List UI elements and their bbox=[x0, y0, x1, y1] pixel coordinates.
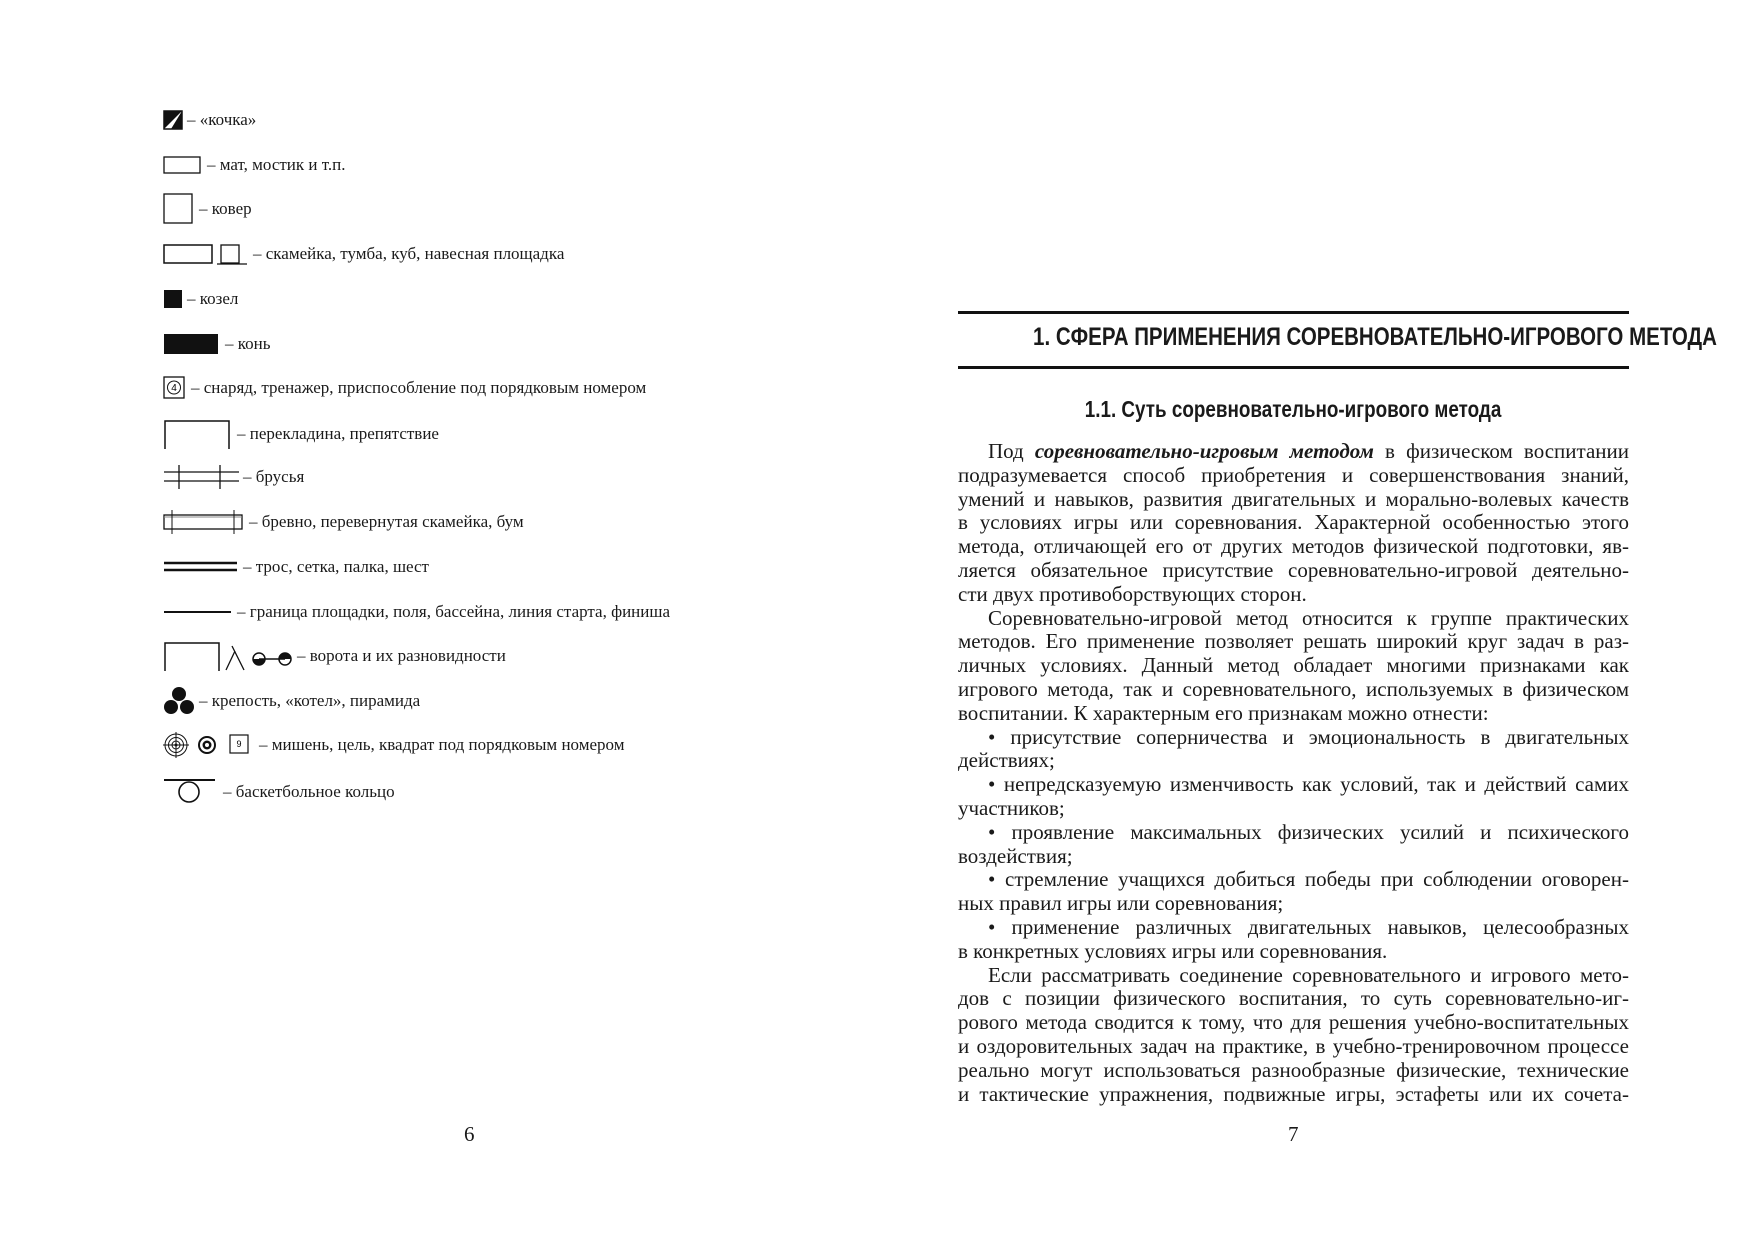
numbered-apparatus-icon bbox=[163, 376, 187, 400]
goal-icon bbox=[163, 641, 293, 671]
legend-item bbox=[163, 685, 420, 717]
legend-item bbox=[163, 373, 646, 403]
section-title bbox=[958, 396, 1629, 423]
legend-text: – граница площадки, поля, бассейна, линия старта, финиша bbox=[237, 602, 671, 621]
legend-text: – снаряд, тренажер, приспособление под порядковым номером bbox=[191, 378, 647, 397]
beam-icon bbox=[163, 509, 245, 535]
boundary-line-icon bbox=[163, 607, 233, 617]
text-line bbox=[958, 440, 1629, 464]
fortress-icon bbox=[163, 686, 195, 716]
legend-item bbox=[163, 507, 524, 537]
legend-item bbox=[163, 462, 304, 492]
body-text bbox=[958, 440, 1629, 1106]
legend-item bbox=[163, 284, 238, 314]
text-line: ляется обязательное присутствие соревновательно-игровой деятельно- bbox=[958, 558, 1629, 582]
text-line: • проявление максимальных физических усилий и психического bbox=[988, 820, 1629, 844]
svg-text:9: 9 bbox=[236, 739, 242, 749]
text-line: действиях; bbox=[958, 749, 1055, 773]
page-number-left: 6 bbox=[464, 1122, 475, 1146]
chapter-rule-top bbox=[958, 311, 1629, 314]
legend-item bbox=[163, 640, 506, 672]
legend-item bbox=[163, 239, 564, 269]
legend-text: – крепость, «котел», пирамида bbox=[199, 691, 421, 710]
text-line: дов с позиции физического воспитания, то суть соревновательно-иг- bbox=[958, 987, 1629, 1011]
text-line: участников; bbox=[958, 796, 1065, 820]
emphasis-term: соревновательно-игровым методом bbox=[1034, 440, 1374, 463]
text-line: • присутствие соперничества и эмоциональность в двигательных bbox=[988, 725, 1629, 749]
chapter-title-text: 1. СФЕРА ПРИМЕНЕНИЯ СОРЕВНОВАТЕЛЬНО-ИГРОВОГО МЕТОДА bbox=[1033, 323, 1717, 351]
text-line: и оздоровительных задач на практике, в учебно-тренировочном процессе bbox=[958, 1034, 1629, 1058]
text-line: • непредсказуемую изменчивость как условий, так и действий самих bbox=[988, 773, 1629, 797]
hummock-icon bbox=[163, 110, 183, 130]
buck-icon bbox=[163, 289, 183, 309]
text-line: рового метода сводится к тому, что для решения учебно-воспитательных bbox=[958, 1011, 1629, 1035]
text-line: Если рассматривать соединение соревновательного и игрового мето- bbox=[988, 963, 1629, 987]
chapter-title bbox=[958, 323, 1717, 352]
legend-text: – баскетбольное кольцо bbox=[223, 782, 395, 801]
page-number-right: 7 bbox=[1288, 1122, 1299, 1146]
basketball-hoop-icon bbox=[163, 777, 219, 807]
bench-box-icon bbox=[163, 242, 249, 266]
legend-item bbox=[163, 105, 256, 135]
text-line: в конкретных условиях игры или соревнования. bbox=[958, 939, 1388, 963]
section-title-text: 1.1. Суть соревновательно-игрового метода bbox=[1085, 396, 1502, 422]
text-line: Соревновательно-игровой метод относится к группе практических bbox=[988, 606, 1629, 630]
text-line: реально могут использоваться разнообразные физические, технические bbox=[958, 1058, 1629, 1082]
text-line: • стремление учащихся добиться победы при соблюдении оговорен- bbox=[988, 868, 1629, 892]
legend-item bbox=[163, 150, 346, 180]
parallel-bars-icon bbox=[163, 464, 239, 490]
legend-text: – бревно, перевернутая скамейка, бум bbox=[249, 512, 524, 531]
legend-text: – скамейка, тумба, куб, навесная площадка bbox=[253, 244, 565, 263]
text-line: воздействия; bbox=[958, 844, 1073, 868]
text-line: • применение различных двигательных навыков, целесообразных bbox=[988, 915, 1629, 939]
legend-item bbox=[163, 776, 395, 808]
text-line: личных условиях. Данный метод обладает многими признаками как bbox=[958, 654, 1629, 678]
legend-text: – «кочка» bbox=[187, 110, 257, 129]
legend-text: – конь bbox=[225, 334, 271, 353]
legend-text: – козел bbox=[187, 289, 239, 308]
legend-text: – ворота и их разновидности bbox=[297, 646, 506, 665]
horse-icon bbox=[163, 333, 221, 355]
legend-item bbox=[163, 418, 439, 450]
carpet-icon bbox=[163, 193, 195, 225]
text-line: методов. Его применение позволяет решать широкий круг задач в раз- bbox=[958, 630, 1629, 654]
text-line: ных правил игры или соревнования; bbox=[958, 892, 1284, 916]
legend-item bbox=[163, 552, 429, 582]
text-line: воспитании. К характерным его признакам можно отнести: bbox=[958, 701, 1489, 725]
text-line: в условиях игры или соревнования. Характерной особенностью этого bbox=[958, 511, 1629, 535]
text-span: Под bbox=[988, 440, 1035, 463]
text-span: в физическом воспитании bbox=[1373, 440, 1629, 463]
text-line: умений и навыков, развития двигательных и морально-волевых качеств bbox=[958, 487, 1629, 511]
legend-item bbox=[163, 730, 624, 760]
legend-item bbox=[163, 194, 252, 224]
target-icon bbox=[163, 732, 255, 758]
chapter-rule-bottom bbox=[958, 366, 1629, 369]
legend-text: – трос, сетка, палка, шест bbox=[243, 557, 429, 576]
text-line: и тактические упражнения, подвижные игры, эстафеты или их сочета- bbox=[958, 1082, 1629, 1106]
legend-text: – перекладина, препятствие bbox=[237, 424, 439, 443]
text-line: сти двух противоборствующих сторон. bbox=[958, 582, 1307, 606]
text-line: метода, отличающей его от других методов физической подготовки, яв- bbox=[958, 535, 1629, 559]
legend-text: – мишень, цель, квадрат под порядковым номером bbox=[259, 735, 625, 754]
legend-text: – мат, мостик и т.п. bbox=[207, 155, 346, 174]
legend-item bbox=[163, 597, 670, 627]
legend-item bbox=[163, 329, 271, 359]
svg-text:4: 4 bbox=[171, 383, 177, 394]
crossbar-icon bbox=[163, 419, 233, 449]
legend-text: – ковер bbox=[199, 199, 252, 218]
rope-icon bbox=[163, 559, 239, 575]
text-line: подразумевается способ приобретения и совершенствования знаний, bbox=[958, 463, 1629, 487]
legend-text: – брусья bbox=[243, 467, 305, 486]
text-line: игрового метода, так и соревновательного, используемых в физическом bbox=[958, 677, 1629, 701]
mat-icon bbox=[163, 156, 203, 174]
